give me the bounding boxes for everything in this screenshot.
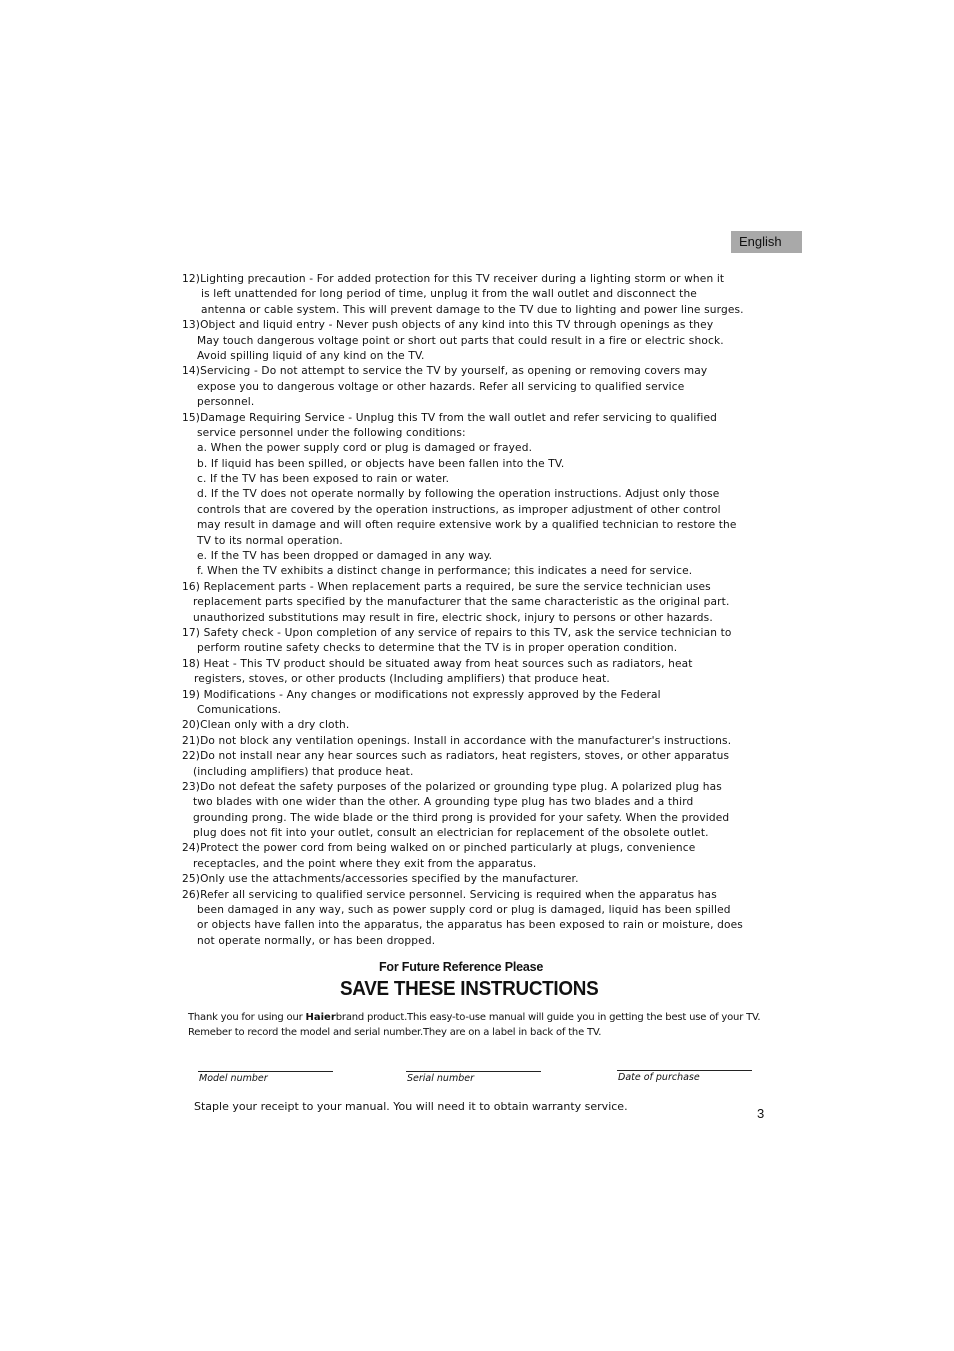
precaution-item-line: 18) Heat - This TV product should be situated away from heat sources such as radiators, heat [182,657,693,670]
thank-you-line-2: Remeber to record the model and serial number.They are on a label in back of the TV. [188,1027,602,1038]
precaution-item-line: 15)Damage Requiring Service - Unplug this TV from the wall outlet and refer servicing to qualified [182,411,718,424]
brand-name: Haier [305,1012,336,1023]
language-tab: English [731,231,802,253]
precaution-continuation-line: d. If the TV does not operate normally by following the operation instructions. Adjust only those [197,488,720,501]
save-instructions-heading: SAVE THESE INSTRUCTIONS [340,977,599,1000]
precaution-item-line: 20)Clean only with a dry cloth. [182,719,350,732]
precaution-continuation-line: been damaged in any way, such as power supply cord or plug is damaged, liquid has been spilled [197,904,731,917]
precaution-item-line: 14)Servicing - Do not attempt to service the TV by yourself, as opening or removing covers may [182,365,708,378]
page-number: 3 [757,1106,765,1121]
precaution-continuation-line: Comunications. [197,703,282,716]
precaution-continuation-line: May touch dangerous voltage point or short out parts that could result in a fire or electric shock. [197,334,724,347]
serial-number-label: Serial number [407,1073,474,1084]
date-of-purchase-field [617,1070,752,1083]
date-of-purchase-line [617,1070,752,1071]
thank-you-note [188,1010,760,1040]
precaution-continuation-line: registers, stoves, or other products (Including amplifiers) that produce heat. [194,673,610,686]
serial-number-field [406,1071,541,1084]
model-number-line [198,1071,333,1072]
precaution-item-line: 26)Refer all servicing to qualified service personnel. Servicing is required when the apparatus has [182,888,717,901]
model-number-label: Model number [199,1073,268,1084]
precaution-continuation-line: service personnel under the following conditions: [197,426,466,439]
precaution-item-line: 19) Modifications - Any changes or modifications not expressly approved by the Federal [182,688,661,701]
precaution-continuation-line: e. If the TV has been dropped or damaged in any way. [197,550,493,563]
precaution-continuation-line: Avoid spilling liquid of any kind on the TV. [197,349,425,362]
precaution-continuation-line: two blades with one wider than the other. A grounding type plug has two blades and a third [193,796,694,809]
precaution-continuation-line: not operate normally, or has been dropped. [197,934,436,947]
precaution-continuation-line: expose you to dangerous voltage or other hazards. Refer all servicing to qualified service [197,380,685,393]
precaution-continuation-line: grounding prong. The wide blade or the third prong is provided for your safety. When the provided [193,811,730,824]
precaution-item-line: 25)Only use the attachments/accessories specified by the manufacturer. [182,873,579,886]
precaution-continuation-line: antenna or cable system. This will prevent damage to the TV due to lighting and power line surges. [201,303,744,316]
precaution-continuation-line: f. When the TV exhibits a distinct change in performance; this indicates a need for service. [197,565,693,578]
precaution-continuation-line: is left unattended for long period of time, unplug it from the wall outlet and disconnect the [201,288,697,301]
precaution-continuation-line: unauthorized substitutions may result in fire, electric shock, injury to persons or other hazards. [193,611,713,624]
safety-precautions-list [182,272,782,949]
precaution-item-line: 16) Replacement parts - When replacement parts a required, be sure the service technician uses [182,580,711,593]
thank-you-text-end: brand product.This easy-to-use manual will guide you in getting the best use of your TV. [335,1012,761,1023]
future-reference-subheading: For Future Reference Please [379,960,544,974]
model-number-field [198,1071,333,1084]
precaution-item-line: 12)Lighting precaution - For added protection for this TV receiver during a lighting storm or when it [182,273,725,285]
thank-you-line-1 [188,1010,760,1025]
precaution-continuation-line: or objects have fallen into the apparatus, the apparatus has been exposed to rain or moisture, does [197,919,743,932]
precaution-continuation-line: replacement parts specified by the manufacturer that the same characteristic as the original part. [193,596,730,609]
thank-you-text-start: Thank you for using our [188,1012,306,1023]
precaution-continuation-line: plug does not fit into your outlet, consult an electrician for replacement of the obsolete outlet. [193,827,709,840]
staple-receipt-note: Staple your receipt to your manual. You will need it to obtain warranty service. [194,1100,628,1113]
precaution-item-line: 24)Protect the power cord from being walked on or pinched particularly at plugs, convenience [182,842,696,855]
precaution-item-line: 13)Object and liquid entry - Never push objects of any kind into this TV through openings as they [182,319,714,332]
precaution-item-line: 17) Safety check - Upon completion of any service of repairs to this TV, ask the service technician to [182,626,732,639]
precaution-continuation-line: c. If the TV has been exposed to rain or water. [197,473,450,486]
precaution-continuation-line: a. When the power supply cord or plug is damaged or frayed. [197,442,533,455]
precaution-continuation-line: may result in damage and will often require extensive work by a qualified technician to restore the [197,519,737,532]
precaution-continuation-line: controls that are covered by the operation instructions, as improper adjustment of other control [197,503,721,516]
precaution-continuation-line: personnel. [197,396,255,409]
precaution-continuation-line: TV to its normal operation. [197,534,343,547]
precaution-item-line: 21)Do not block any ventilation openings. Install in accordance with the manufacturer's instructions. [182,734,732,747]
precaution-continuation-line: perform routine safety checks to determine that the TV is in proper operation condition. [197,642,678,655]
precaution-continuation-line: (including amplifiers) that produce heat. [193,765,414,778]
serial-number-line [406,1071,541,1072]
date-of-purchase-label: Date of purchase [618,1072,700,1083]
precaution-continuation-line: receptacles, and the point where they exit from the apparatus. [193,857,537,870]
precaution-item-line: 22)Do not install near any hear sources such as radiators, heat registers, stoves, or other apparatus [182,750,730,763]
precaution-continuation-line: b. If liquid has been spilled, or objects have been fallen into the TV. [197,457,565,470]
precaution-item-line: 23)Do not defeat the safety purposes of the polarized or grounding type plug. A polarized plug has [182,780,722,793]
